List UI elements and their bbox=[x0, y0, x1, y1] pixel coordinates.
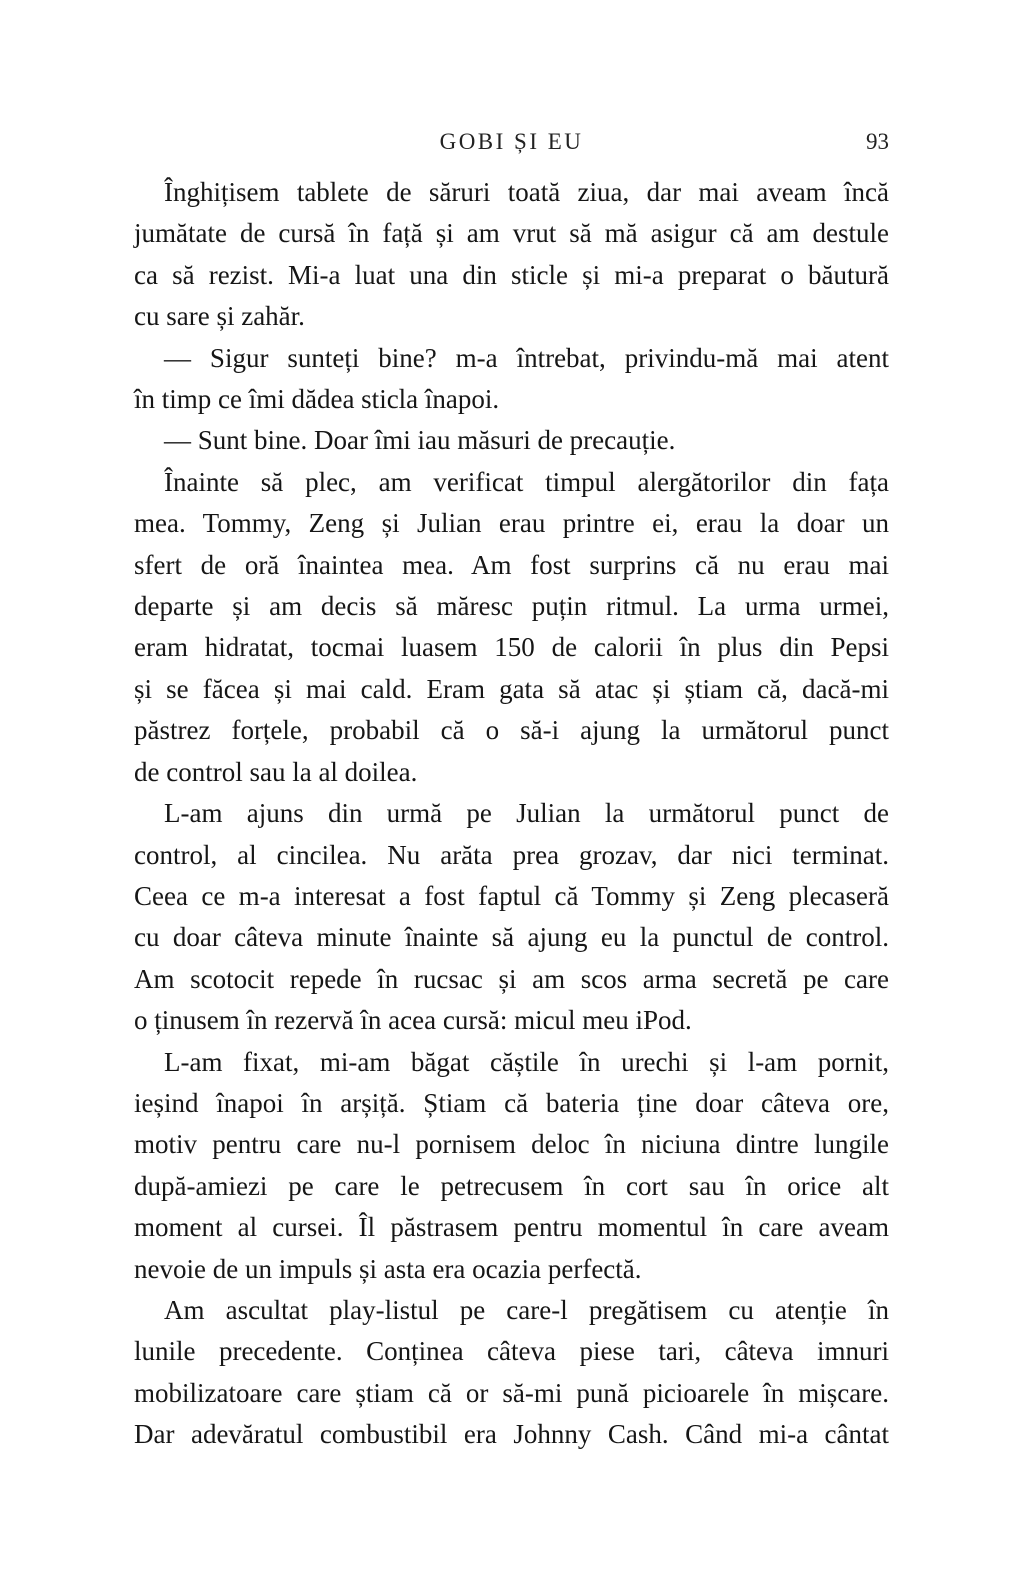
text-line: păstrez forțele, probabil că o să-i ajung la următorul punct bbox=[134, 715, 889, 746]
text-line: — Sunt bine. Doar îmi iau măsuri de precauție. bbox=[164, 425, 676, 456]
text-line: mea. Tommy, Zeng și Julian erau printre ei, erau la doar un bbox=[134, 508, 889, 539]
paragraph bbox=[134, 462, 889, 793]
text-line: Am scotocit repede în rucsac și am scos arma secretă pe care bbox=[134, 963, 889, 994]
paragraph bbox=[134, 1290, 889, 1456]
text-line: motiv pentru care nu-l pornisem deloc în niciuna dintre lungile bbox=[134, 1129, 889, 1160]
paragraph bbox=[134, 420, 889, 461]
paragraph bbox=[134, 793, 889, 1041]
text-line: Înainte să plec, am verificat timpul alergătorilor din fața bbox=[164, 466, 889, 497]
text-line: ca să rezist. Mi-a luat una din sticle și mi-a preparat o băutură bbox=[134, 259, 889, 290]
text-line: jumătate de cursă în față și am vrut să mă asigur că am destule bbox=[134, 218, 889, 249]
text-line: L-am ajuns din urmă pe Julian la următorul punct de bbox=[164, 798, 889, 829]
text-line: departe și am decis să măresc puțin ritmul. La urma urmei, bbox=[134, 591, 889, 622]
page-header bbox=[134, 129, 889, 157]
text-line: Dar adevăratul combustibil era Johnny Cash. Când mi-a cântat bbox=[134, 1419, 889, 1450]
text-line: eram hidratat, tocmai luasem 150 de calorii în plus din Pepsi bbox=[134, 632, 889, 663]
text-line: o ținusem în rezervă în acea cursă: micul meu iPod. bbox=[134, 1005, 692, 1036]
body-text bbox=[134, 172, 889, 1456]
running-title: GOBI ȘI EU bbox=[439, 129, 584, 154]
text-line: Înghițisem tablete de săruri toată ziua, dar mai aveam încă bbox=[164, 177, 889, 207]
text-line: Am ascultat play-listul pe care-l pregătisem cu atenție în bbox=[164, 1294, 889, 1325]
text-line: în timp ce îmi dădea sticla înapoi. bbox=[134, 384, 500, 415]
text-line: și se făcea și mai cald. Eram gata să atac și știam că, dacă-mi bbox=[134, 673, 889, 704]
text-line: Ceea ce m-a interesat a fost faptul că Tommy și Zeng plecaseră bbox=[134, 880, 889, 911]
text-line: cu doar câteva minute înainte să ajung eu la punctul de control. bbox=[134, 922, 889, 953]
text-line: de control sau la al doilea. bbox=[134, 756, 418, 787]
text-line: mobilizatoare care știam că or să-mi pună picioarele în mișcare. bbox=[134, 1377, 889, 1408]
text-line: ieșind înapoi în arșiță. Știam că bateria ține doar câteva ore, bbox=[134, 1087, 889, 1118]
paragraph bbox=[134, 172, 889, 338]
page-number: 93 bbox=[866, 129, 889, 154]
text-line: — Sigur sunteți bine? m-a întrebat, privindu-mă mai atent bbox=[164, 342, 889, 373]
text-line: sfert de oră înaintea mea. Am fost surprins că nu erau mai bbox=[134, 549, 889, 580]
paragraph bbox=[134, 338, 889, 421]
text-line: control, al cincilea. Nu arăta prea grozav, dar nici terminat. bbox=[134, 839, 889, 870]
text-line: nevoie de un impuls și asta era ocazia perfectă. bbox=[134, 1253, 642, 1284]
text-line: moment al cursei. Îl păstrasem pentru momentul în care aveam bbox=[134, 1212, 889, 1243]
text-line: lunile precedente. Conținea câteva piese tari, câteva imnuri bbox=[134, 1336, 889, 1367]
text-line: după-amiezi pe care le petrecusem în cort sau în orice alt bbox=[134, 1170, 889, 1201]
text-line: L-am fixat, mi-am băgat căștile în urechi și l-am pornit, bbox=[164, 1046, 889, 1077]
text-line: cu sare și zahăr. bbox=[134, 301, 305, 332]
paragraph bbox=[134, 1042, 889, 1290]
